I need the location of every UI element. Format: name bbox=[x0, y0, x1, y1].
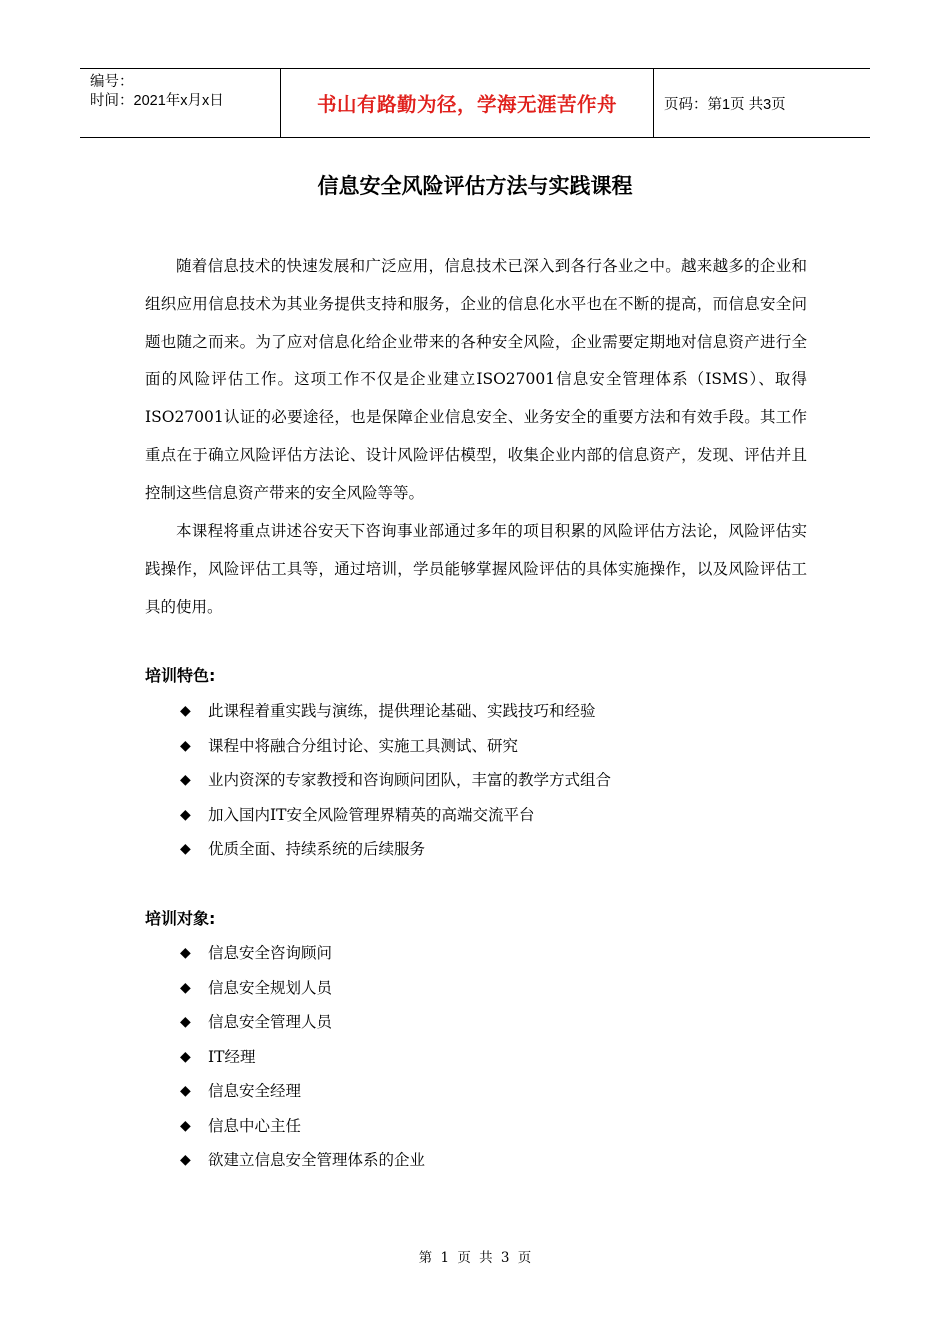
list-item-text: 欲建立信息安全管理体系的企业 bbox=[208, 1151, 426, 1169]
diamond-bullet-icon: ◆ bbox=[180, 1014, 191, 1030]
page-header bbox=[80, 68, 870, 138]
list-item-text: 信息安全管理人员 bbox=[208, 1013, 333, 1031]
intro-paragraph: 本课程将重点讲述谷安天下咨询事业部通过多年的项目积累的风险评估方法论，风险评估实践操作，风险评估工具等，通过培训，学员能够掌握风险评估的具体实施操作，以及风险评估工具的使用。 bbox=[145, 522, 807, 616]
header-meta bbox=[80, 69, 281, 137]
diamond-bullet-icon: ◆ bbox=[180, 979, 191, 996]
diamond-bullet-icon: ◆ bbox=[180, 1117, 191, 1134]
list-item-text: 课程中将融合分组讨论、实施工具测试、研究 bbox=[208, 736, 519, 755]
number-label: 编号： bbox=[90, 74, 134, 90]
list-item bbox=[180, 1114, 425, 1149]
list-item bbox=[180, 1079, 425, 1114]
features-list bbox=[180, 699, 611, 872]
diamond-bullet-icon: ◆ bbox=[180, 772, 191, 788]
intro-paragraph: 随着信息技术的快速发展和广泛应用，信息技术已深入到各行各业之中。越来越多的企业和组织应用信息技术为其业务提供支持和服务，企业的信息化水平也在不断的提高，而信息安全问题也随之而来。为了应对信息化给企业带来的各种安全风险，企业需要定期地对信息资产进行全面的风险评估工作。这项工作不仅是企业建立ISO27001信息安全管理体系（ISMS）、取得ISO27001认证的必要途径，也是保障企业信息安全、业务安全的重要方法和有效手段。其工作重点在于确立风险评估方法论、设计风险评估模型，收集企业内部的信息资产，发现、评估并且控制这些信息资产带来的安全风险等等。 bbox=[145, 257, 807, 502]
list-item-text: 信息安全经理 bbox=[208, 1082, 302, 1100]
audience-list bbox=[180, 941, 425, 1183]
header-page-code: 页码：第1页 共3页 bbox=[664, 96, 786, 113]
list-item-text: 信息安全咨询顾问 bbox=[208, 944, 333, 962]
list-item bbox=[180, 734, 611, 769]
list-item bbox=[180, 1010, 425, 1045]
time-label: 时间：2021年x月x日 bbox=[90, 93, 224, 109]
list-item-text: 加入国内IT安全风险管理界精英的高端交流平台 bbox=[208, 805, 535, 824]
list-item bbox=[180, 803, 611, 838]
diamond-bullet-icon: ◆ bbox=[180, 1083, 191, 1099]
list-item-text: 此课程着重实践与演练，提供理论基础、实践技巧和经验 bbox=[208, 702, 596, 720]
diamond-bullet-icon: ◆ bbox=[180, 841, 191, 857]
audience-heading: 培训对象: bbox=[145, 909, 216, 928]
header-motto: 书山有路勤为径，学海无涯苦作舟 bbox=[281, 69, 654, 137]
page-footer: 第 1 页 共 3 页 bbox=[418, 1250, 532, 1266]
list-item bbox=[180, 1148, 425, 1183]
document-title: 信息安全风险评估方法与实践课程 bbox=[317, 174, 633, 198]
list-item bbox=[180, 941, 425, 976]
diamond-bullet-icon: ◆ bbox=[180, 1048, 191, 1065]
list-item-text: 信息安全规划人员 bbox=[208, 978, 333, 997]
list-item bbox=[180, 1045, 425, 1080]
diamond-bullet-icon: ◆ bbox=[180, 945, 191, 961]
diamond-bullet-icon: ◆ bbox=[180, 737, 191, 754]
diamond-bullet-icon: ◆ bbox=[180, 703, 191, 719]
list-item bbox=[180, 976, 425, 1011]
diamond-bullet-icon: ◆ bbox=[180, 1152, 191, 1168]
list-item bbox=[180, 699, 611, 734]
list-item-text: 业内资深的专家教授和咨询顾问团队，丰富的教学方式组合 bbox=[208, 771, 612, 789]
features-heading: 培训特色: bbox=[145, 666, 216, 685]
list-item-text: IT经理 bbox=[208, 1047, 256, 1066]
list-item-text: 优质全面、持续系统的后续服务 bbox=[208, 840, 426, 858]
list-item bbox=[180, 768, 611, 803]
diamond-bullet-icon: ◆ bbox=[180, 806, 191, 823]
list-item bbox=[180, 837, 611, 872]
list-item-text: 信息中心主任 bbox=[208, 1116, 302, 1135]
